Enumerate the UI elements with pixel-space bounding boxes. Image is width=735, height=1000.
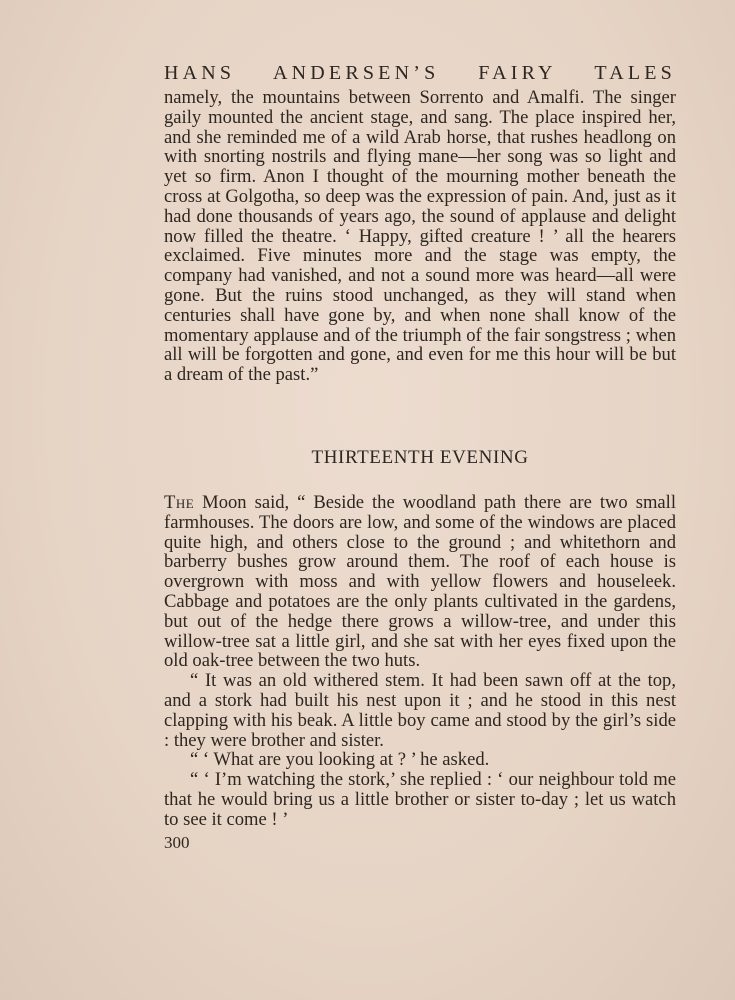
book-page <box>164 58 676 854</box>
running-head: HANS ANDERSEN’S FAIRY TALES <box>164 62 676 84</box>
section-paragraph-2: “ ‘ What are you looking at ? ’ he asked. <box>190 749 490 771</box>
page-number: 300 <box>164 832 190 852</box>
first-paragraph-text: Moon said, “ Beside the woodland path there are two small farmhouses. The doors are low, and some of the windows are placed quite high, and others close to the ground ; and whitethorn and barberry bushes grow around them. The roof of each house is overgrown with moss and with yellow flowers and houseleek. Cabbage and potatoes are the only plants cultivated in the gardens, but out of the hedge there grows a willow-tree, and under this willow-tree sat a little girl, and she sat with her eyes fixed upon the old oak-tree between the two huts. <box>164 491 676 672</box>
section-paragraph-3: “ ‘ I’m watching the stork,’ she replied : ‘ our neighbour told me that he would bring us a little brother or sister to-day ; let us watch to see it come ! ’ <box>164 769 676 830</box>
section-title: THIRTEENTH EVENING <box>311 446 529 468</box>
opening-word: The <box>164 491 195 513</box>
section-first-paragraph <box>164 493 676 671</box>
top-paragraph: namely, the mountains between Sorrento and Amalfi. The singer gaily mounted the ancient stage, and sang. The place inspired her, and she reminded me of a wild Arab horse, that rushes headlong on with snorting nostrils and flying mane—her song was so light and yet so firm. Anon I thought of the mourning mother beneath the cross at Golgotha, so deep was the expression of pain. And, just as it had done thousands of years ago, the sound of applause and delight now filled the theatre. ‘ Happy, gifted creature ! ’ all the hearers exclaimed. Five minutes more and the stage was empty, the company had vanished, and not a sound more was heard—all were gone. But the ruins stood unchanged, as they will stand when centuries shall have gone by, and when none shall know of the momentary applause and of the triumph of the fair songstress ; when all will be forgotten and gone, and even for me this hour will be but a dream of the past.” <box>164 87 676 386</box>
section-paragraph-1: “ It was an old withered stem. It had been sawn off at the top, and a stork had built his nest upon it ; and he stood in this nest clapping with his beak. A little boy came and stood by the girl’s side : they were brother and sister. <box>164 670 676 751</box>
